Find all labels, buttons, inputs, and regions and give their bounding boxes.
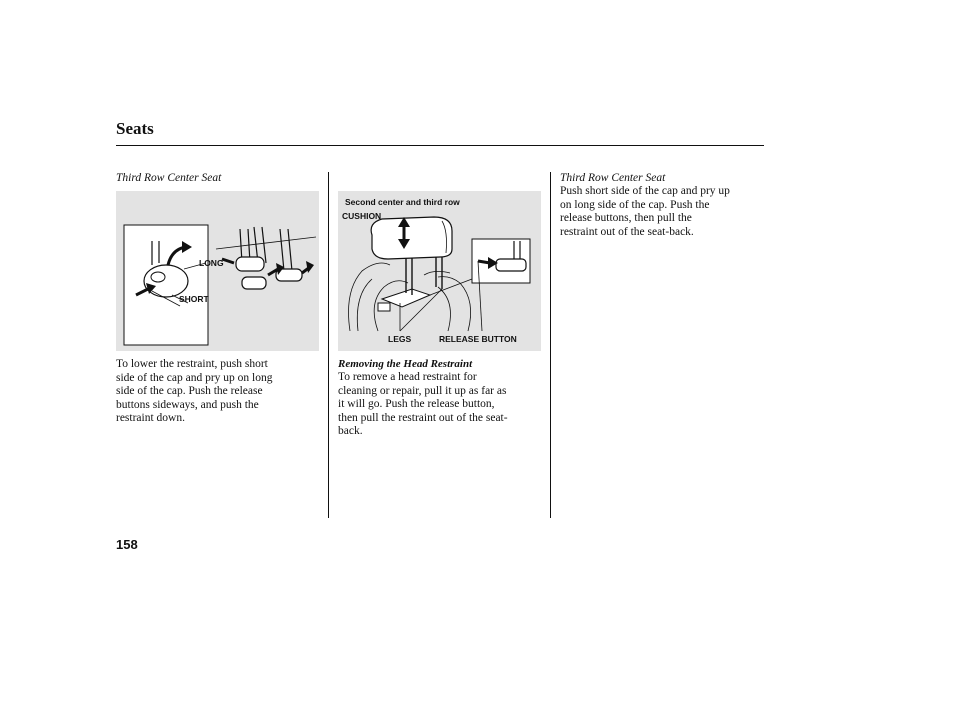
title-divider xyxy=(116,145,764,146)
text-line: it will go. Push the release button, xyxy=(338,398,495,410)
text-line: release buttons, then pull the xyxy=(560,212,692,224)
head-restraint-removal-figure xyxy=(338,191,541,351)
text-line: back. xyxy=(338,425,363,437)
right-paragraph xyxy=(560,185,770,239)
removal-heading: Removing the Head Restraint xyxy=(338,358,473,370)
text-line: To remove a head restraint for xyxy=(338,371,477,383)
text-line: restraint out of the seat-back. xyxy=(560,225,694,238)
cushion-label: CUSHION xyxy=(342,211,382,221)
middle-paragraph xyxy=(338,371,548,439)
text-line: cleaning or repair, pull it up as far as xyxy=(338,384,507,397)
section-title: Seats xyxy=(116,119,154,138)
head-restraint-cap-figure xyxy=(116,191,319,351)
legs-label: LEGS xyxy=(388,334,412,344)
cap-illustration xyxy=(116,191,319,351)
release-button-label: RELEASE BUTTON xyxy=(439,334,517,344)
text-line: Push short side of the cap and pry up xyxy=(560,185,730,197)
text-line: restraint down. xyxy=(116,412,185,424)
page-number: 158 xyxy=(116,537,138,552)
text-line: on long side of the cap. Push the xyxy=(560,198,710,211)
left-figure-caption: Third Row Center Seat xyxy=(116,172,222,184)
text-line: To lower the restraint, push short xyxy=(116,358,268,370)
text-line: side of the cap and pry up on long xyxy=(116,371,273,384)
long-label: LONG xyxy=(199,258,224,268)
short-label: SHORT xyxy=(179,294,209,304)
figure-title-label: Second center and third row xyxy=(345,197,460,207)
column-divider-left xyxy=(328,172,329,518)
text-line: buttons sideways, and push the xyxy=(116,398,259,411)
text-line: then pull the restraint out of the seat- xyxy=(338,411,508,424)
text-line: side of the cap. Push the release xyxy=(116,385,263,397)
column-divider-right xyxy=(550,172,551,518)
left-paragraph xyxy=(116,358,321,426)
right-caption: Third Row Center Seat xyxy=(560,172,666,184)
